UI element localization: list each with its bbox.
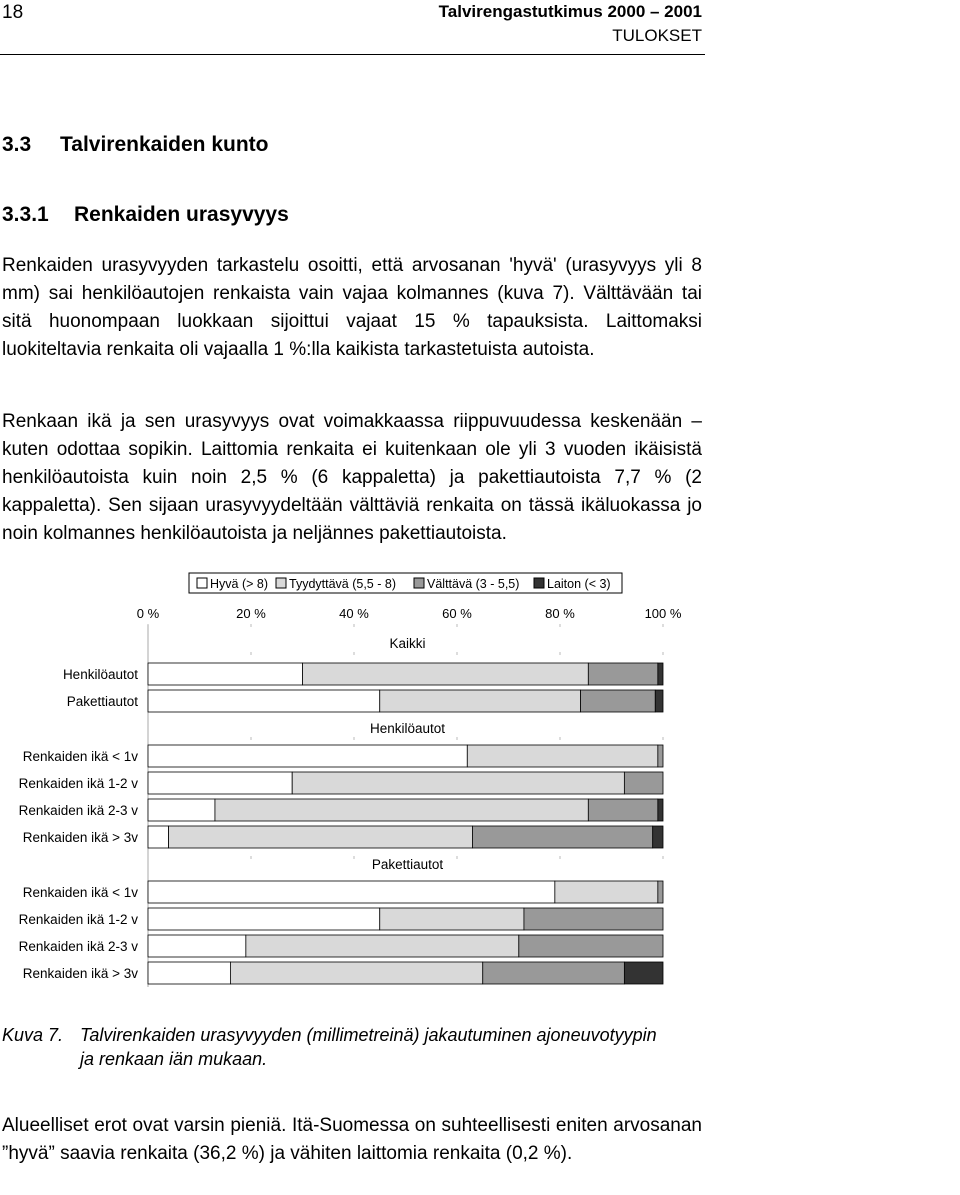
x-tick-label: 40 %: [339, 606, 369, 621]
running-header-subtitle: TULOKSET: [612, 26, 702, 45]
bar-segment: [303, 663, 589, 685]
bar-segment: [148, 826, 169, 848]
bar-segment: [169, 826, 473, 848]
bar-segment: [148, 881, 555, 903]
figure-caption: [2, 1023, 657, 1071]
row-label: Renkaiden ikä > 3v: [22, 830, 138, 845]
bar-segment: [148, 690, 380, 712]
x-tick-label: 100 %: [644, 606, 682, 621]
legend-label: Hyvä (> 8): [210, 577, 269, 591]
row-label: Renkaiden ikä 2-3 v: [18, 803, 138, 818]
bar-segment: [472, 826, 652, 848]
legend-swatch: [197, 578, 207, 588]
bar-segment: [380, 690, 581, 712]
bar-segment: [588, 799, 658, 821]
legend-swatch: [276, 578, 286, 588]
legend-label: Laiton (< 3): [547, 577, 611, 591]
bar-segment: [148, 908, 380, 930]
section-number: 3.3: [2, 133, 32, 156]
paragraph-2: Renkaan ikä ja sen urasyvyys ovat voimakkaassa riippuvuudessa keskenään – kuten odottaa sopikin. Laittomia renkaita ei kuitenkaan ole yli 3 vuoden ikäisistä henkilöautoista kuin noin 2,5 % (6 kappaletta) ja pakettiautoista 7,7 % (2 kappaletta). Sen sijaan urasyvyydeltään välttäviä renkaita on tässä ikäluokassa jo noin kolmannes henkilöautoista ja neljännes pakettiautoista.: [2, 411, 702, 544]
subsection-number: 3.3.1: [2, 203, 49, 226]
row-label: Renkaiden ikä 1-2 v: [18, 776, 138, 791]
caption-label: Kuva 7.: [2, 1025, 64, 1045]
row-label: Renkaiden ikä > 3v: [22, 966, 138, 981]
paragraph-3: Alueelliset erot ovat varsin pieniä. Itä-Suomessa on suhteellisesti eniten arvosanan ”hyvä” saavia renkaita (36,2 %) ja vähiten laittomia renkaita (0,2 %).: [2, 1115, 702, 1164]
bar-segment: [148, 745, 467, 767]
bar-segment: [624, 962, 663, 984]
bar-segment: [467, 745, 658, 767]
bar-segment: [524, 908, 663, 930]
bar-segment: [148, 799, 215, 821]
legend-swatch: [414, 578, 424, 588]
row-label: Renkaiden ikä < 1v: [22, 749, 138, 764]
section-title: Talvirenkaiden kunto: [60, 133, 269, 156]
legend-swatch: [534, 578, 544, 588]
row-label: Henkilöautot: [62, 667, 138, 682]
running-header-title: Talvirengastutkimus 2000 – 2001: [438, 2, 702, 21]
legend-label: Tyydyttävä (5,5 - 8): [289, 577, 396, 591]
bar-segment: [148, 962, 230, 984]
group-title: Henkilöautot: [369, 721, 446, 736]
bar-segment: [658, 881, 663, 903]
group-title: Kaikki: [389, 636, 426, 651]
x-tick-label: 60 %: [442, 606, 472, 621]
legend-label: Välttävä (3 - 5,5): [427, 577, 520, 591]
paragraph-1: Renkaiden urasyvyyden tarkastelu osoitti, että arvosanan 'hyvä' (urasyvyys yli 8 mm) sai henkilöautojen renkaista vain vajaa kolmannes (kuva 7). Välttävään tai sitä huonompaan luokkaan sijoittui vajaat 15 % tapauksista. Laittomaksi luokiteltavia renkaita oli vajaalla 1 %:lla kaikista tarkastetuista autoista.: [2, 255, 702, 360]
bar-segment: [292, 772, 624, 794]
subsection-title: Renkaiden urasyvyys: [74, 203, 289, 226]
bar-segment: [519, 935, 663, 957]
caption-line-1: Talvirenkaiden urasyvyyden (millimetreinä) jakautuminen ajoneuvotyypin: [80, 1025, 657, 1045]
caption-line-2: ja renkaan iän mukaan.: [80, 1049, 268, 1069]
x-tick-label: 20 %: [236, 606, 266, 621]
bar-segment: [246, 935, 519, 957]
row-label: Renkaiden ikä 1-2 v: [18, 912, 138, 927]
bar-segment: [624, 772, 663, 794]
bar-segment: [653, 826, 663, 848]
bar-segment: [555, 881, 658, 903]
bar-segment: [658, 799, 663, 821]
page-number: 18: [2, 2, 24, 23]
x-tick-label: 80 %: [545, 606, 575, 621]
bar-segment: [215, 799, 588, 821]
group-title: Pakettiautot: [371, 857, 444, 872]
bar-segment: [581, 690, 656, 712]
bar-segment: [148, 663, 303, 685]
bar-segment: [655, 690, 663, 712]
row-label: Renkaiden ikä < 1v: [22, 885, 138, 900]
bar-segment: [483, 962, 625, 984]
bar-segment: [148, 935, 246, 957]
x-tick-label: 0 %: [136, 606, 160, 621]
bar-segment: [658, 745, 663, 767]
bar-segment: [148, 772, 292, 794]
bar-segment: [588, 663, 658, 685]
row-label: Pakettiautot: [66, 694, 138, 709]
row-label: Renkaiden ikä 2-3 v: [18, 939, 138, 954]
bar-segment: [380, 908, 524, 930]
bar-segment: [658, 663, 663, 685]
bar-segment: [230, 962, 482, 984]
